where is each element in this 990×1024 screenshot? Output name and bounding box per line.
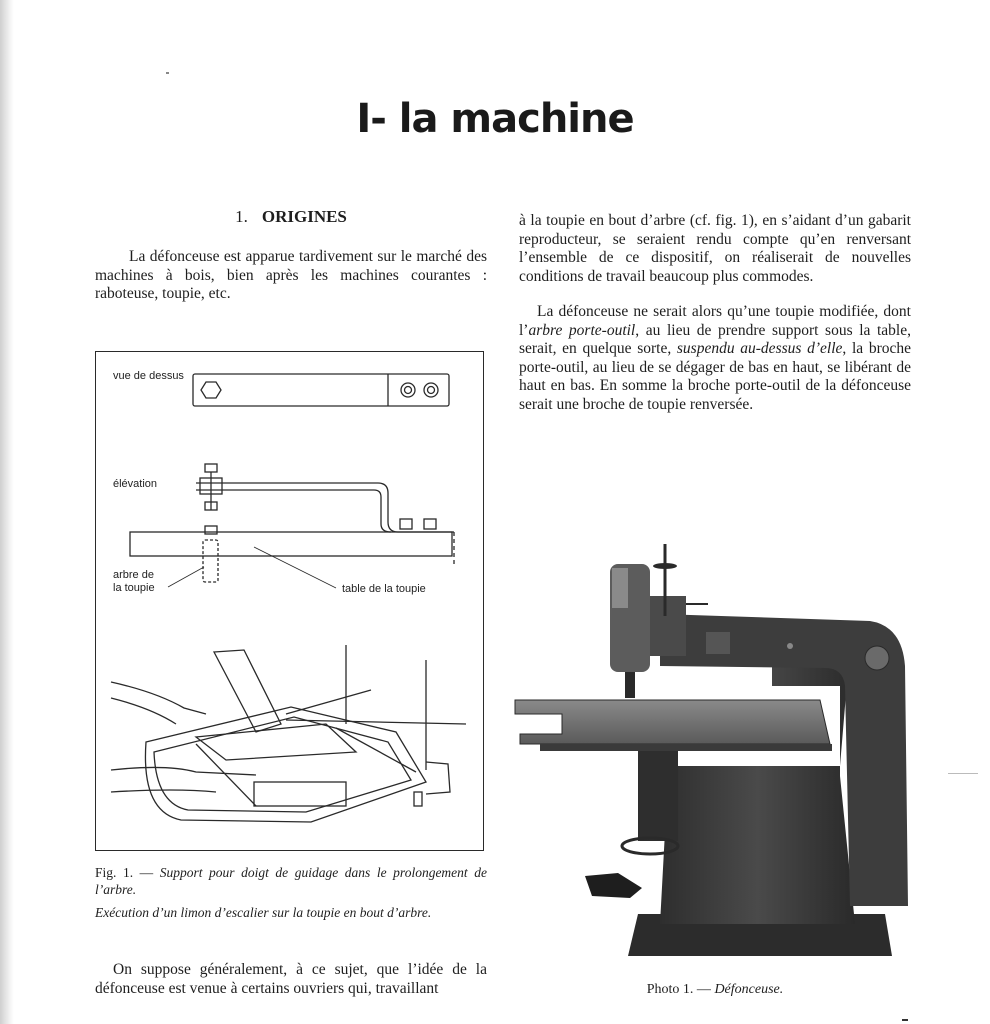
caption-prefix: Fig. 1. —: [95, 865, 160, 880]
label-table: table de la toupie: [342, 583, 426, 595]
paragraph-continuation: à la toupie en bout d’arbre (cf. fig. 1), en s’aidant d’un gabarit reproducteur, se seraient rendu compte qu’en renversant l’ensemble de ce dispositif, on réaliserait de nouvelles conditions de travail beaucoup plus commodes.: [519, 212, 911, 285]
label-spindle: [113, 569, 155, 595]
table-elevation: [130, 532, 452, 556]
text-run-italic: suspendu au-dessus d’elle: [676, 340, 843, 357]
figure-1-drawing: [96, 352, 485, 852]
machine-column: [660, 628, 855, 924]
page-title: I- la machine: [356, 96, 634, 142]
section-heading: [95, 207, 487, 227]
text-run: , au lieu de prendre support sous la table, serait, en quelque sorte,: [519, 321, 911, 357]
caption-text: Support pour doigt de guidage dans le prolongement de l’arbre.: [95, 865, 487, 897]
figure-caption-line1: [95, 864, 487, 898]
photo-caption-prefix: Photo 1. —: [646, 982, 715, 997]
section-number: 1.: [235, 207, 248, 226]
foot-pedal: [585, 873, 642, 898]
label-spindle-line1: arbre de: [113, 569, 154, 581]
figure-caption-line2: Exécution d’un limon d’escalier sur la toupie en bout d’arbre.: [95, 905, 432, 920]
text-run-italic: arbre porte-outil: [528, 321, 636, 339]
text-run: La défonceuse ne serait alors qu’une toupie modifiée, dont l’: [519, 303, 911, 339]
label-spindle-line2: la toupie: [113, 582, 155, 594]
speck: [902, 1019, 908, 1021]
figure-1: [95, 351, 484, 851]
page-edge-shadow: [0, 0, 14, 1024]
paragraph-origin: On suppose généralement, à ce sujet, que l’idée de la défonceuse est venue à certains ouvriers qui, travaillant: [95, 961, 487, 997]
speck: [948, 773, 978, 774]
paragraph-intro: La défonceuse est apparue tardivement sur le marché des machines à bois, bien après les machines courantes : raboteuse, toupie, etc.: [95, 248, 487, 302]
speck: [166, 72, 169, 74]
top-view-bar: [193, 374, 449, 406]
photo-caption: [510, 982, 920, 998]
label-elevation: élévation: [113, 478, 158, 490]
section-label: ORIGINES: [261, 207, 347, 226]
label-top-view: vue de dessus: [113, 370, 184, 382]
photo-defonceuse: [510, 536, 920, 976]
photo-caption-text: Défonceuse.: [714, 982, 784, 997]
paragraph-modified-toupie: [519, 303, 911, 414]
machine-table: [515, 700, 830, 744]
text-run: , la broche porte-outil, au lieu de se dégager de bas en haut, se libérant de haut en bas. En somme la broche porte-outil de la défonceuse serait une broche de toupie renversée.: [519, 340, 911, 413]
